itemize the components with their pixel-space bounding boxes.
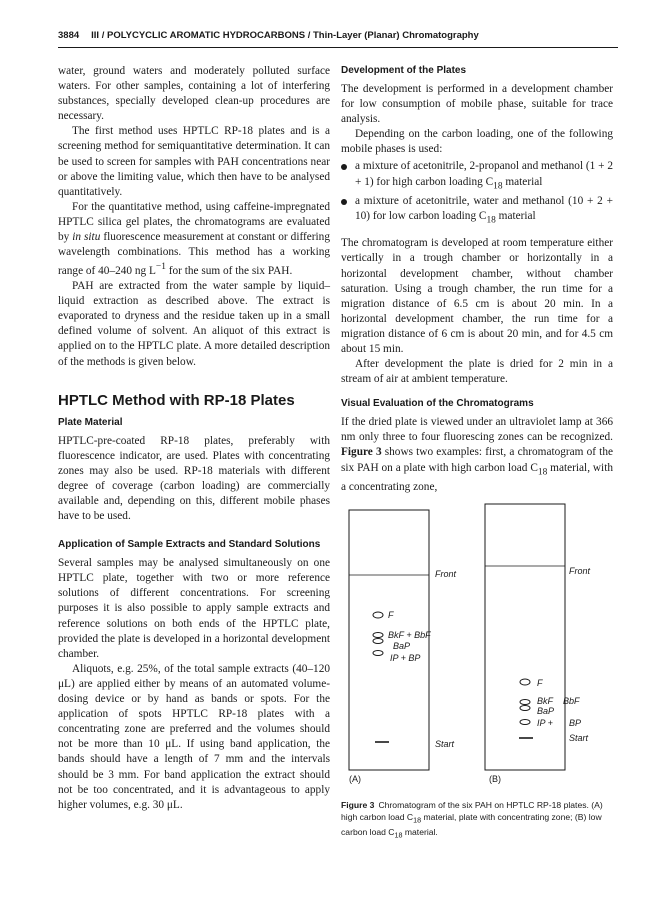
paragraph: For the quantitative method, using caffeine-impregnated HPTLC silica gel plates, the chromatograms are evaluated by in situ fluorescence measurement at constant or differing wavelength combinations. This method has a working range of 40–240 ng $L^{-1}$ for the sum of the six PAH. xyxy=(58,200,330,277)
paragraph: Several samples may be analysed simultaneously on one HPTLC plate, together with two or more reference solutions of different concentrations. For screening purposes it is also possible to apply sample extracts and reference solutions on both ends of the HPTLC plate, provided the plate is developed in a horizontal development chamber. xyxy=(58,557,330,660)
paragraph: If the dried plate is viewed under an ultraviolet lamp at 366 nm only three to four fluorescing zones can be recognized. Figure 3 shows two examples: first, a chromatogram of the six PAH on a plate with high carbon load $C_{18}$ material, with a concentrating zone, xyxy=(341,416,613,493)
paragraph: Aliquots, e.g. 25%, of the total sample extracts (40–120 μL) are applied either by means of an automated volume-dosing device or by hand as bands or spots. For the application of spots HPTLC RP-18 plates with a concentrating zone are preferred and the volumes should not be more than 10 μL. If using band application, the bands should have a length of 7 mm and the intervals should be 3 mm. For band application the extract should not be too concentrated, and it is advantageous to apply higher volumes, e.g. 30 μL. xyxy=(58,662,330,811)
subsection-heading: Visual Evaluation of the Chromatograms xyxy=(341,398,534,410)
mobile-phase-list xyxy=(341,159,613,228)
plate-b xyxy=(485,504,565,770)
spot-f-label: F xyxy=(537,678,543,688)
subsection-heading: Plate Material xyxy=(58,416,123,428)
header-rule xyxy=(58,47,618,48)
spot-bkf-label: BkF xyxy=(537,696,554,706)
spot-bap-label: BaP xyxy=(393,641,411,651)
figure-reference: Figure 3 xyxy=(341,446,382,459)
spot-bap-label: BaP xyxy=(537,706,555,716)
spot-bbf-label: BbF xyxy=(563,696,580,706)
paragraph: After development the plate is dried for 2 min in a stream of air at ambient temperature. xyxy=(341,358,613,386)
paragraph: The first method uses HPTLC RP-18 plates and is a screening method for semiquantitative determination. It can be used to screen for samples with PAH concentrations near or above the limiting value, which then have to be analysed quantitatively. xyxy=(58,125,330,198)
spot-bkf xyxy=(520,700,530,705)
chromatogram-figure xyxy=(341,490,621,790)
figure-3 xyxy=(341,490,621,790)
paragraph: HPTLC-pre-coated RP-18 plates, preferably with fluorescence indicator, are used. Plates with concentrating zones may also be used. RP-18 materials with different degree of coverage (carbon loading) are commercially available and, depending on this, different mobile phases have to be used. xyxy=(58,434,330,523)
spot-ip xyxy=(373,651,383,656)
in-situ-term: in situ xyxy=(72,231,101,244)
running-title: III / POLYCYCLIC AROMATIC HYDROCARBONS / Thin-Layer (Planar) Chromatography xyxy=(91,30,479,41)
plate-a-front-label: Front xyxy=(435,569,457,579)
spot-ip-label: IP + BP xyxy=(390,653,421,663)
spot-f xyxy=(373,612,383,618)
plate-a-label: (A) xyxy=(349,774,361,784)
bullet-icon xyxy=(341,199,347,205)
spot-f-label: F xyxy=(388,610,394,620)
paragraph: water, ground waters and moderately polluted surface waters. For other samples, containing a lot of interfering substances, specially developed clean-up procedures are necessary. xyxy=(58,65,330,123)
paragraph: PAH are extracted from the water sample by liquid–liquid extraction as described above. The extract is evaporated to dryness and the residue taken up in a small defined volume of solvent. An aliquot of this extract is applied on to the HPTLC plate. A more detailed description of the methods is given below. xyxy=(58,280,330,368)
plate-a xyxy=(349,510,429,770)
spot-f xyxy=(520,679,530,685)
plate-b-front-label: Front xyxy=(569,566,591,576)
spot-bkf-label: BkF + BbF xyxy=(388,630,431,640)
paragraph: The development is performed in a development chamber for low consumption of mobile phase, suitable for trace analysis. xyxy=(341,83,613,126)
plate-b-label: (B) xyxy=(489,774,501,784)
spot-ip xyxy=(520,720,530,725)
section-heading: HPTLC Method with RP-18 Plates xyxy=(58,391,295,409)
subsection-heading: Development of the Plates xyxy=(341,65,467,76)
spot-bkf xyxy=(373,633,383,638)
list-item: a mixture of acetonitrile, water and methanol (10 + 2 + 10) for low carbon loading $C_{18}$ material xyxy=(341,194,613,228)
list-item: a mixture of acetonitrile, 2-propanol and methanol (1 + 2 + 1) for high carbon loading $C_{18}$ material xyxy=(341,159,613,193)
plate-b-start-label: Start xyxy=(569,733,589,743)
caption-label: Figure 3 xyxy=(341,800,375,810)
paragraph: The chromatogram is developed at room temperature either vertically in a trough chamber or horizontally in a horizontal development chamber, without chamber saturation. Using a trough chamber, the run time for a migration distance of 6.5 cm is about 20 min. In a horizontal development chamber, the run time for a migration distance of 6 cm is about 20 min, and for 4.5 cm about 15 min. xyxy=(341,237,613,355)
plate-a-start-label: Start xyxy=(435,739,455,749)
figure-caption: Figure 3 Chromatogram of the six PAH on HPTLC RP-18 plates. (A) high carbon load $C_{18}$ material, plate with concentrating zone; (B) low carbon load $C_{18}$ material. xyxy=(341,800,603,840)
bullet-icon xyxy=(341,164,347,170)
left-column xyxy=(58,64,330,813)
paragraph: Depending on the carbon loading, one of the following mobile phases is used: xyxy=(341,128,613,156)
spot-bap xyxy=(373,639,383,644)
right-column xyxy=(341,64,613,495)
subsection-heading: Application of Sample Extracts and Standard Solutions xyxy=(58,539,321,551)
page-number: 3884 xyxy=(58,30,80,41)
spot-bap xyxy=(520,706,530,711)
spot-bp-label: BP xyxy=(569,718,582,728)
running-header xyxy=(58,30,618,44)
spot-ip-label: IP + xyxy=(537,718,553,728)
